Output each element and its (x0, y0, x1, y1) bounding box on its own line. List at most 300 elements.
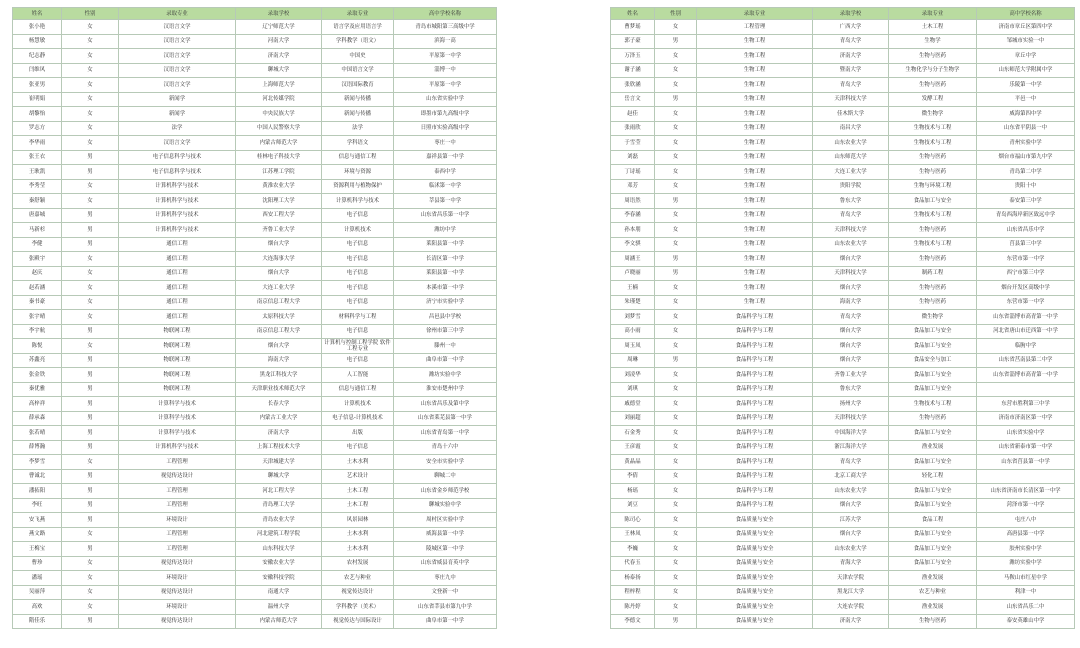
cell-gender: 男 (62, 208, 119, 223)
cell-admitted-major: 食品加工与安全 (889, 426, 977, 441)
cell-undergrad-major: 食品质量与安全 (697, 614, 813, 629)
cell-high-school: 莒县第三中学 (977, 237, 1075, 252)
cell-admitted-school: 天津科技大学 (813, 223, 889, 238)
cell-admitted-school: 青岛农业大学 (236, 513, 322, 528)
cell-name: 周语然 (611, 194, 655, 209)
cell-name: 朱瑾楚 (611, 295, 655, 310)
cell-gender: 女 (655, 237, 697, 252)
cell-undergrad-major: 通信工程 (119, 310, 236, 325)
table-row (611, 223, 1075, 238)
cell-gender: 女 (655, 600, 697, 615)
cell-admitted-school: 沈阳理工大学 (236, 194, 322, 209)
cell-high-school: 章丘中学 (977, 49, 1075, 64)
table-row (611, 150, 1075, 165)
cell-undergrad-major: 工程管理 (119, 527, 236, 542)
table-row (13, 571, 497, 586)
cell-high-school: 滕州一中 (394, 339, 497, 354)
cell-gender: 女 (655, 440, 697, 455)
cell-gender: 男 (655, 92, 697, 107)
cell-name: 崔明娟 (13, 92, 62, 107)
cell-name: 张王衣 (13, 150, 62, 165)
table-row (611, 179, 1075, 194)
cell-undergrad-major: 生物工程 (697, 150, 813, 165)
cell-name: 纪志静 (13, 49, 62, 64)
cell-admitted-major: 出版 (322, 426, 394, 441)
cell-high-school: 邹城市实验一中 (977, 34, 1075, 49)
cell-name: 燕文路 (13, 527, 62, 542)
cell-admitted-school: 上海工程技术大学 (236, 440, 322, 455)
column-header-admitted-school: 录取学校 (813, 8, 889, 20)
table-row (611, 266, 1075, 281)
table-row (611, 295, 1075, 310)
cell-high-school: 平邑一中 (977, 92, 1075, 107)
cell-name: 王楠 (611, 281, 655, 296)
cell-admitted-school: 山东农业大学 (813, 237, 889, 252)
cell-high-school: 山东省莒南县第二中学 (977, 353, 1075, 368)
cell-name: 陈丹婷 (611, 600, 655, 615)
cell-gender: 男 (655, 614, 697, 629)
cell-undergrad-major: 生物工程 (697, 63, 813, 78)
table-row (13, 484, 497, 499)
cell-admitted-school: 北京工商大学 (813, 469, 889, 484)
column-header-undergrad-major: 录取专业 (119, 8, 236, 20)
cell-admitted-school: 长春大学 (236, 397, 322, 412)
cell-high-school: 山东省莱芜县第一中学 (394, 411, 497, 426)
cell-admitted-major: 食品加工与安全 (889, 339, 977, 354)
cell-admitted-school: 青岛大学 (813, 310, 889, 325)
cell-admitted-school: 中国人民警察大学 (236, 121, 322, 136)
cell-undergrad-major: 计算机科学与技术 (119, 179, 236, 194)
cell-name: 李倩 (611, 469, 655, 484)
cell-high-school: 山东省莒县第一中学 (977, 455, 1075, 470)
cell-admitted-school: 黑龙江科技大学 (236, 368, 322, 383)
cell-high-school: 莱阳县第一中学 (394, 266, 497, 281)
cell-undergrad-major: 生物工程 (697, 194, 813, 209)
cell-name: 李春涵 (611, 208, 655, 223)
cell-name: 邓芳 (611, 179, 655, 194)
cell-undergrad-major: 生物工程 (697, 165, 813, 180)
cell-gender: 男 (62, 368, 119, 383)
table-row (611, 600, 1075, 615)
cell-undergrad-major: 电子信息科学与技术 (119, 165, 236, 180)
cell-admitted-school: 鲁东大学 (813, 382, 889, 397)
cell-admitted-major: 电子信息 (322, 295, 394, 310)
cell-name: 薛博瀚 (13, 440, 62, 455)
cell-name: 李旺 (13, 498, 62, 513)
cell-admitted-school: 大连海事大学 (236, 252, 322, 267)
cell-name: 罗志方 (13, 121, 62, 136)
cell-admitted-major: 生物与医药 (889, 411, 977, 426)
cell-admitted-major: 农艺与种业 (889, 585, 977, 600)
cell-high-school: 徐州市第三中学 (394, 324, 497, 339)
cell-gender: 女 (62, 556, 119, 571)
cell-admitted-major: 电子信息 (322, 353, 394, 368)
table-row (611, 368, 1075, 383)
table-row (611, 49, 1075, 64)
cell-undergrad-major: 食品科学与工程 (697, 397, 813, 412)
cell-high-school: 山东省实验中学 (394, 92, 497, 107)
cell-name: 薛承森 (13, 411, 62, 426)
cell-undergrad-major: 汉语言文学 (119, 20, 236, 35)
cell-high-school: 东营市胜利第三中学 (977, 397, 1075, 412)
table-row (611, 571, 1075, 586)
cell-undergrad-major: 生物工程 (697, 107, 813, 122)
cell-gender: 女 (655, 295, 697, 310)
cell-undergrad-major: 食品科学与工程 (697, 469, 813, 484)
cell-admitted-major: 土木水利 (322, 455, 394, 470)
cell-name: 杨泰扬 (611, 571, 655, 586)
cell-admitted-school: 天津科技大学 (813, 411, 889, 426)
cell-admitted-school: 烟台大学 (813, 527, 889, 542)
cell-high-school: 东营市第一中学 (977, 295, 1075, 310)
column-header-undergrad-major: 录取专业 (697, 8, 813, 20)
cell-high-school: 淄博一中 (394, 63, 497, 78)
table-row (611, 324, 1075, 339)
table-row (611, 281, 1075, 296)
cell-gender: 男 (655, 252, 697, 267)
table-row (13, 455, 497, 470)
cell-high-school: 本溪市第一中学 (394, 281, 497, 296)
column-header-admitted-major: 录取专业 (889, 8, 977, 20)
cell-admitted-major: 信息与通信工程 (322, 382, 394, 397)
cell-name: 曹梦瑶 (611, 20, 655, 35)
cell-admitted-school: 烟台大学 (813, 498, 889, 513)
cell-gender: 女 (62, 92, 119, 107)
cell-admitted-major: 生物与医药 (889, 78, 977, 93)
table-row (13, 556, 497, 571)
table-row (611, 252, 1075, 267)
table-row (13, 368, 497, 383)
cell-gender: 女 (62, 455, 119, 470)
cell-gender: 女 (655, 107, 697, 122)
cell-gender: 男 (62, 411, 119, 426)
cell-admitted-major: 计算机科学与技术 (322, 194, 394, 209)
cell-high-school: 文登新一中 (394, 585, 497, 600)
cell-gender: 男 (62, 397, 119, 412)
cell-admitted-school: 天津职业技术师范大学 (236, 382, 322, 397)
cell-admitted-major: 微生物学 (889, 107, 977, 122)
cell-undergrad-major: 工程管理 (119, 498, 236, 513)
cell-undergrad-major: 环境设计 (119, 571, 236, 586)
cell-gender: 女 (655, 455, 697, 470)
cell-undergrad-major: 生物工程 (697, 237, 813, 252)
cell-admitted-school: 江苏理工学院 (236, 165, 322, 180)
cell-undergrad-major: 食品质量与安全 (697, 527, 813, 542)
cell-admitted-school: 山东科技大学 (236, 542, 322, 557)
cell-undergrad-major: 通信工程 (119, 295, 236, 310)
cell-admitted-major: 土木工程 (322, 498, 394, 513)
cell-admitted-school: 海南大学 (236, 353, 322, 368)
cell-admitted-major: 农村发展 (322, 556, 394, 571)
cell-undergrad-major: 生物工程 (697, 49, 813, 64)
column-header-high-school: 高中学校名称 (977, 8, 1075, 20)
cell-undergrad-major: 生物工程 (697, 34, 813, 49)
table-row (611, 527, 1075, 542)
cell-name: 潘瑶 (13, 571, 62, 586)
table-row (13, 585, 497, 600)
cell-admitted-school: 南京信息工程大学 (236, 324, 322, 339)
cell-high-school: 高唐县第一中学 (977, 527, 1075, 542)
cell-admitted-school: 西安工程大学 (236, 208, 322, 223)
cell-undergrad-major: 食品质量与安全 (697, 600, 813, 615)
table-row (611, 542, 1075, 557)
table-row (611, 63, 1075, 78)
cell-name: 孙本朋 (611, 223, 655, 238)
cell-gender: 女 (655, 339, 697, 354)
cell-admitted-school: 青岛大学 (813, 34, 889, 49)
cell-name: 张殿宇 (13, 252, 62, 267)
cell-name: 李华雨 (13, 136, 62, 151)
cell-name: 李宇航 (13, 324, 62, 339)
cell-admitted-major: 中国语言文学 (322, 63, 394, 78)
column-header-name: 姓名 (13, 8, 62, 20)
cell-name: 秦舒颖 (13, 194, 62, 209)
table-row (13, 440, 497, 455)
cell-admitted-major: 轻化工程 (889, 469, 977, 484)
cell-undergrad-major: 食品科学与工程 (697, 498, 813, 513)
cell-name: 卢晓丽 (611, 266, 655, 281)
cell-high-school: 利津一中 (977, 585, 1075, 600)
cell-high-school: 贵阳十中 (977, 179, 1075, 194)
cell-name: 秦优雅 (13, 382, 62, 397)
cell-undergrad-major: 通信工程 (119, 252, 236, 267)
cell-undergrad-major: 物联网工程 (119, 339, 236, 354)
cell-admitted-major: 生物与医药 (889, 295, 977, 310)
table-row (13, 34, 497, 49)
cell-high-school: 日照市实验高级中学 (394, 121, 497, 136)
cell-high-school: 山东省淄博市高青第一中学 (977, 368, 1075, 383)
cell-high-school: 山东师范大学附属中学 (977, 63, 1075, 78)
cell-high-school: 青岛市城阳第三高级中学 (394, 20, 497, 35)
cell-name: 周琳 (611, 353, 655, 368)
cell-undergrad-major: 食品科学与工程 (697, 324, 813, 339)
cell-high-school: 山东省威县育英中学 (394, 556, 497, 571)
cell-admitted-major: 生物与环境工程 (889, 179, 977, 194)
cell-high-school: 临朐中学 (977, 339, 1075, 354)
cell-undergrad-major: 生物工程 (697, 121, 813, 136)
table-row (13, 78, 497, 93)
cell-undergrad-major: 食品科学与工程 (697, 484, 813, 499)
cell-admitted-school: 中国海洋大学 (813, 426, 889, 441)
cell-gender: 女 (62, 266, 119, 281)
table-row (13, 498, 497, 513)
cell-undergrad-major: 汉语言文学 (119, 49, 236, 64)
column-header-high-school: 高中学校名称 (394, 8, 497, 20)
cell-admitted-major: 食品加工与安全 (889, 542, 977, 557)
cell-admitted-major: 法学 (322, 121, 394, 136)
table-row (13, 179, 497, 194)
cell-high-school (977, 469, 1075, 484)
cell-undergrad-major: 食品质量与安全 (697, 556, 813, 571)
cell-high-school: 泰安英雄山中学 (977, 614, 1075, 629)
cell-high-school: 周村区实验中学 (394, 513, 497, 528)
cell-admitted-school: 青海大学 (813, 556, 889, 571)
cell-gender: 男 (655, 353, 697, 368)
cell-undergrad-major: 物联网工程 (119, 324, 236, 339)
cell-admitted-school: 烟台大学 (813, 353, 889, 368)
cell-undergrad-major: 生物工程 (697, 208, 813, 223)
cell-admitted-major: 食品加工与安全 (889, 368, 977, 383)
cell-gender: 女 (62, 295, 119, 310)
cell-admitted-major: 资源利用与植物保护 (322, 179, 394, 194)
cell-admitted-major: 生物技术与工程 (889, 136, 977, 151)
cell-admitted-major: 食品加工与安全 (889, 455, 977, 470)
cell-name: 赵佳 (611, 107, 655, 122)
cell-admitted-major: 食品安全与加工 (889, 353, 977, 368)
cell-undergrad-major: 汉语言文学 (119, 136, 236, 151)
cell-admitted-school: 内蒙古师范大学 (236, 614, 322, 629)
cell-gender: 女 (655, 585, 697, 600)
cell-gender: 女 (62, 107, 119, 122)
cell-high-school: 菏泽市第一中学 (977, 498, 1075, 513)
cell-high-school: 河北省唐山市迁西第一中学 (977, 324, 1075, 339)
cell-undergrad-major: 通信工程 (119, 266, 236, 281)
cell-high-school: 屯庄八中 (977, 513, 1075, 528)
cell-gender: 男 (62, 484, 119, 499)
cell-admitted-major: 人工智能 (322, 368, 394, 383)
cell-high-school: 平原第一中学 (394, 49, 497, 64)
cell-undergrad-major: 生物工程 (697, 78, 813, 93)
cell-undergrad-major: 工程管理 (119, 484, 236, 499)
cell-name: 李巍 (611, 542, 655, 557)
cell-gender: 男 (62, 469, 119, 484)
cell-gender: 女 (655, 20, 697, 35)
table-row (13, 194, 497, 209)
cell-high-school: 青岛第二中学 (977, 165, 1075, 180)
cell-name: 刘磊 (611, 150, 655, 165)
cell-admitted-school: 大连工业大学 (236, 281, 322, 296)
table-row (611, 397, 1075, 412)
cell-admitted-school: 青岛大学 (813, 78, 889, 93)
cell-name: 吴丽萍 (13, 585, 62, 600)
cell-high-school: 烟台市福山市第九中学 (977, 150, 1075, 165)
cell-name: 万泽玉 (611, 49, 655, 64)
cell-high-school: 威海第四中学 (977, 107, 1075, 122)
cell-gender: 女 (62, 20, 119, 35)
cell-gender: 女 (655, 484, 697, 499)
right-table-body (611, 20, 1075, 629)
column-header-gender: 性别 (62, 8, 119, 20)
cell-name: 刘梦雪 (611, 310, 655, 325)
cell-gender: 女 (62, 585, 119, 600)
cell-name: 高小雨 (611, 324, 655, 339)
table-row (13, 600, 497, 615)
cell-admitted-major: 食品加工与安全 (889, 382, 977, 397)
right-table-header-row (611, 8, 1075, 20)
cell-name: 李秀莹 (13, 179, 62, 194)
cell-gender: 女 (62, 281, 119, 296)
cell-high-school: 安全市实验中学 (394, 455, 497, 470)
cell-undergrad-major: 工程管理 (119, 542, 236, 557)
cell-undergrad-major: 通信工程 (119, 281, 236, 296)
cell-gender: 女 (655, 63, 697, 78)
cell-admitted-school: 聊城大学 (236, 469, 322, 484)
cell-name: 张雨欣 (611, 121, 655, 136)
cell-gender: 男 (62, 498, 119, 513)
table-row (13, 527, 497, 542)
cell-gender: 女 (655, 527, 697, 542)
cell-high-school: 济宁市实验中学 (394, 295, 497, 310)
table-row (13, 295, 497, 310)
cell-name: 曹诚北 (13, 469, 62, 484)
table-row (13, 281, 497, 296)
cell-high-school: 滨海一高 (394, 34, 497, 49)
cell-high-school: 莱阳县第一中学 (394, 237, 497, 252)
cell-gender: 女 (62, 34, 119, 49)
column-header-gender: 性别 (655, 8, 697, 20)
cell-undergrad-major: 食品科学与工程 (697, 426, 813, 441)
cell-gender: 女 (62, 600, 119, 615)
cell-undergrad-major: 计算科学与技术 (119, 411, 236, 426)
cell-admitted-school: 南通大学 (236, 585, 322, 600)
cell-admitted-major: 语言学及应用语言学 (322, 20, 394, 35)
cell-gender: 女 (62, 136, 119, 151)
cell-admitted-major: 土木工程 (322, 484, 394, 499)
cell-undergrad-major: 食品科学与工程 (697, 310, 813, 325)
cell-high-school: 西宁市第三中学 (977, 266, 1075, 281)
cell-gender: 女 (655, 49, 697, 64)
cell-undergrad-major: 食品科学与工程 (697, 382, 813, 397)
table-row (611, 484, 1075, 499)
table-row (13, 614, 497, 629)
cell-gender: 女 (655, 208, 697, 223)
table-row (611, 165, 1075, 180)
cell-admitted-major: 汉语国际教育 (322, 78, 394, 93)
cell-high-school: 青州实验中学 (977, 136, 1075, 151)
cell-name: 石金秀 (611, 426, 655, 441)
table-row (13, 252, 497, 267)
cell-admitted-school: 山东农业大学 (813, 136, 889, 151)
cell-gender: 女 (655, 150, 697, 165)
table-row (611, 208, 1075, 223)
cell-admitted-school: 辽宁师范大学 (236, 20, 322, 35)
cell-admitted-school: 天津城建大学 (236, 455, 322, 470)
cell-high-school: 聊城二中 (394, 469, 497, 484)
cell-name: 胡黎怡 (13, 107, 62, 122)
cell-admitted-major: 土木水利 (322, 542, 394, 557)
cell-undergrad-major: 食品质量与安全 (697, 571, 813, 586)
table-row (13, 107, 497, 122)
table-row (611, 469, 1075, 484)
table-row (611, 382, 1075, 397)
cell-undergrad-major: 生物工程 (697, 252, 813, 267)
cell-gender: 女 (655, 556, 697, 571)
cell-admitted-school: 中央民族大学 (236, 107, 322, 122)
cell-admitted-major: 艺术设计 (322, 469, 394, 484)
cell-admitted-school: 鲁东大学 (813, 194, 889, 209)
cell-high-school: 潍坊实验中学 (977, 556, 1075, 571)
cell-undergrad-major: 工程管理 (697, 20, 813, 35)
cell-undergrad-major: 物联网工程 (119, 368, 236, 383)
cell-undergrad-major: 食品科学与工程 (697, 353, 813, 368)
cell-admitted-school: 青岛大学 (813, 455, 889, 470)
table-row (611, 121, 1075, 136)
cell-undergrad-major: 物联网工程 (119, 382, 236, 397)
cell-admitted-school: 烟台大学 (813, 252, 889, 267)
cell-admitted-school: 南京信息工程大学 (236, 295, 322, 310)
table-row (611, 411, 1075, 426)
cell-name: 曹珍 (13, 556, 62, 571)
cell-gender: 男 (62, 513, 119, 528)
cell-gender: 女 (655, 571, 697, 586)
cell-name: 刘丽超 (611, 411, 655, 426)
cell-gender: 男 (655, 34, 697, 49)
cell-undergrad-major: 工程管理 (119, 455, 236, 470)
cell-admitted-school: 齐鲁工业大学 (236, 223, 322, 238)
cell-admitted-school: 佳木斯大学 (813, 107, 889, 122)
cell-high-school: 枣庄九中 (394, 571, 497, 586)
cell-admitted-school: 安徽农业大学 (236, 556, 322, 571)
